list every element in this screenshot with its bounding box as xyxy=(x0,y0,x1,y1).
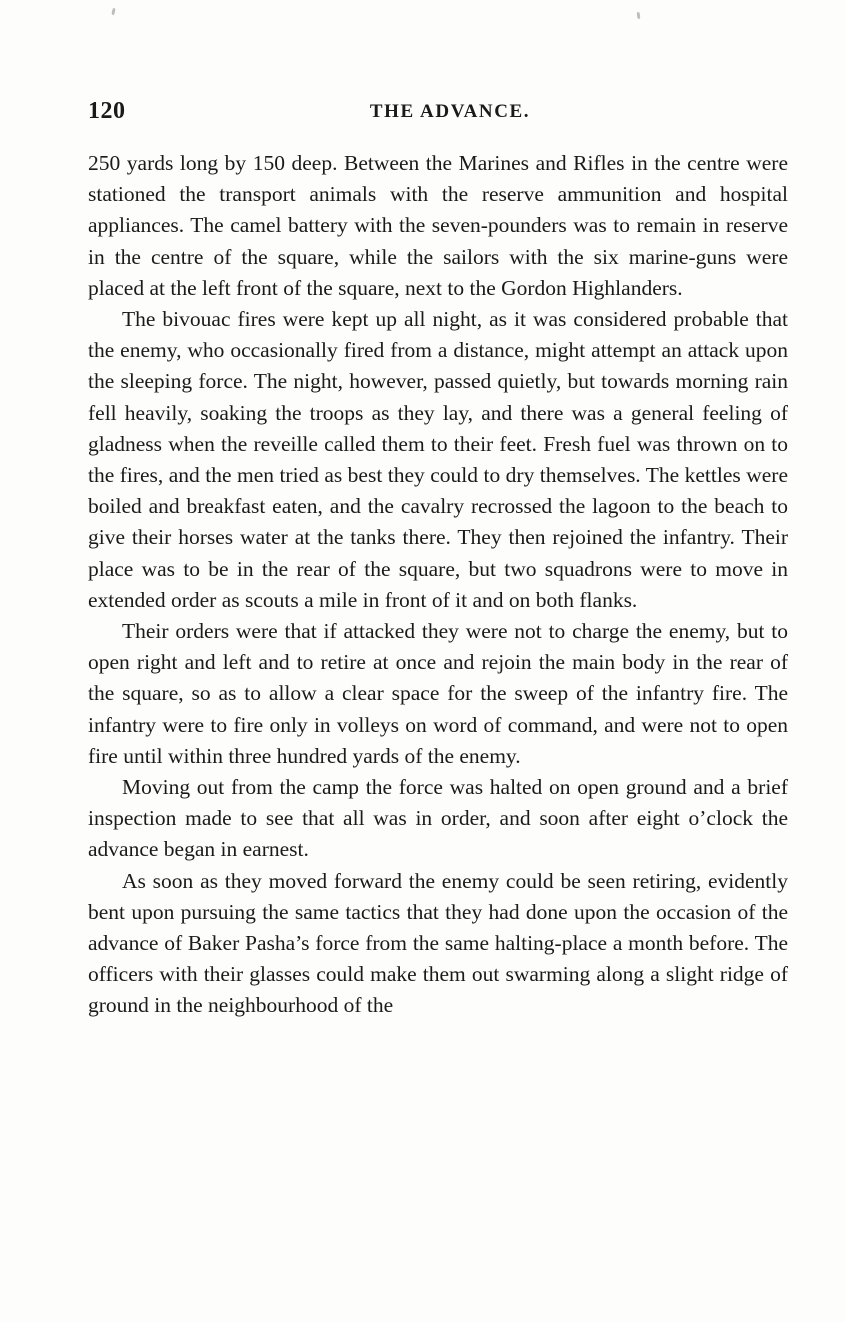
paragraph: Their orders were that if attacked they were not to charge the enemy, but to open right and left and to retire at once and rejoin the main body in the rear of the square, so as to allow a clear space for the sweep of the infantry fire. The infantry were to fire only in volleys on word of command, and were not to open fire until within three hundred yards of the enemy. xyxy=(88,619,788,768)
paragraph: Moving out from the camp the force was halted on open ground and a brief inspection made to see that all was in order, and soon after eight o’clock the advance began in earnest. xyxy=(88,775,788,862)
paragraph: The bivouac fires were kept up all night, as it was considered probable that the enemy, who occasionally fired from a distance, might attempt an attack upon the sleeping force. The night, however, passed quietly, but towards morning rain fell heavily, soaking the troops as they lay, and there was a general feeling of gladness when the reveille called them to their feet. Fresh fuel was thrown on to the fires, and the men tried as best they could to dry themselves. The kettles were boiled and breakfast eaten, and the cavalry recrossed the lagoon to the beach to give their horses water at the tanks there. They then rejoined the infantry. Their place was to be in the rear of the square, but two squadrons were to move in extended order as scouts a mile in front of it and on both flanks. xyxy=(88,307,788,612)
page-body xyxy=(88,148,788,1022)
paragraph: As soon as they moved forward the enemy could be seen retiring, evidently bent upon pursuing the same tactics that they had done upon the occasion of the advance of Baker Pasha’s force from the same halting-place a month before. The officers with their glasses could make them out swarming along a slight ridge of ground in the neighbourhood of the xyxy=(88,868,788,1018)
running-head: THE ADVANCE. xyxy=(369,101,531,122)
scan-speck-icon xyxy=(637,12,641,19)
scan-speck-icon xyxy=(111,8,115,15)
page-header xyxy=(88,98,788,124)
page-number: 120 xyxy=(88,98,126,124)
paragraph: 250 yards long by 150 deep. Between the Marines and Rifles in the centre were stationed the transport animals with the reserve ammunition and hospital appliances. The camel battery with the seven-pounders was to remain in reserve in the centre of the square, while the sailors with the six marine-guns were placed at the left front of the square, next to the Gordon Highlanders. xyxy=(88,151,788,300)
